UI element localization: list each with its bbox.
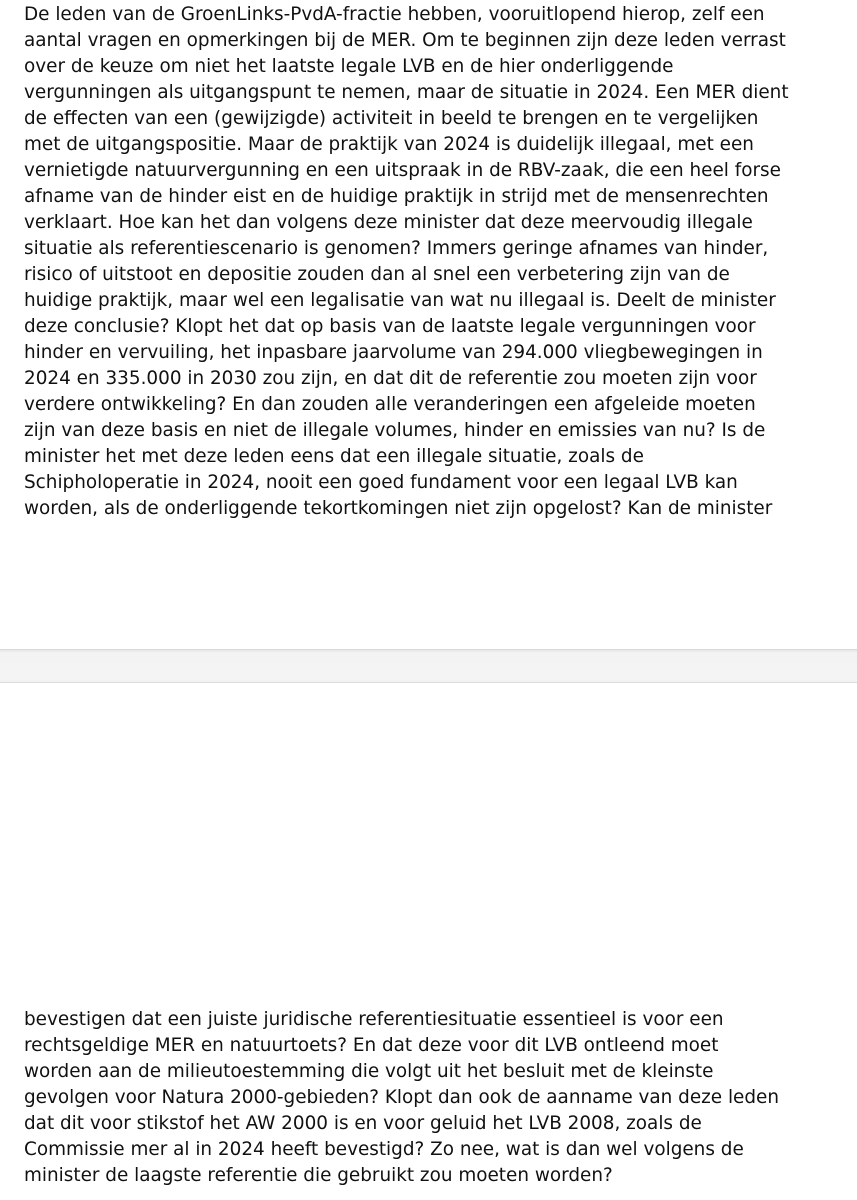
body-text-line: deze conclusie? Klopt het dat op basis van de laatste legale vergunningen voor (24, 316, 756, 337)
body-text-line: huidige praktijk, maar wel een legalisatie van wat nu illegaal is. Deelt de minister (24, 290, 776, 311)
body-text-line: situatie als referentiescenario is genomen? Immers geringe afnames van hinder, (24, 238, 769, 259)
body-text-line: De leden van de GroenLinks-PvdA-fractie hebben, vooruitlopend hierop, zelf een (24, 4, 765, 25)
body-text-line: minister het met deze leden eens dat een illegale situatie, zoals de (24, 446, 644, 467)
body-text-line: zijn van deze basis en niet de illegale volumes, hinder en emissies van nu? Is de (24, 420, 766, 441)
body-text-line: aantal vragen en opmerkingen bij de MER. Om te beginnen zijn deze leden verrast (24, 30, 786, 51)
page-separator (0, 649, 857, 683)
body-text-line: dat dit voor stikstof het AW 2000 is en voor geluid het LVB 2008, zoals de (24, 1113, 702, 1134)
body-text-line: hinder en vervuiling, het inpasbare jaarvolume van 294.000 vliegbewegingen in (24, 342, 763, 363)
body-text-line: de effecten van een (gewijzigde) activiteit in beeld te brengen en te vergelijken (24, 108, 759, 129)
body-text-line: Commissie mer al in 2024 heeft bevestigd? Zo nee, wat is dan wel volgens de (24, 1139, 744, 1160)
body-text-line: over de keuze om niet het laatste legale LVB en de hier onderliggende (24, 56, 674, 77)
body-text-line: minister de laagste referentie die gebruikt zou moeten worden? (24, 1165, 613, 1186)
body-text-line: vergunningen als uitgangspunt te nemen, maar de situatie in 2024. Een MER dient (24, 82, 789, 103)
body-text-line: verdere ontwikkeling? En dan zouden alle veranderingen een afgeleide moeten (24, 394, 756, 415)
body-text-line: 2024 en 335.000 in 2030 zou zijn, en dat dit de referentie zou moeten zijn voor (24, 368, 757, 389)
body-text-line: risico of uitstoot en depositie zouden dan al snel een verbetering zijn van de (24, 264, 730, 285)
body-text-line: afname van de hinder eist en de huidige praktijk in strijd met de mensenrechten (24, 186, 769, 207)
body-text-line: verklaart. Hoe kan het dan volgens deze minister dat deze meervoudig illegale (24, 212, 753, 233)
body-text-line: worden, als de onderliggende tekortkomingen niet zijn opgelost? Kan de minister (24, 498, 773, 519)
body-text-line: worden aan de milieutoestemming die volgt uit het besluit met de kleinste (24, 1061, 714, 1082)
body-text-line: Schipholoperatie in 2024, nooit een goed fundament voor een legaal LVB kan (24, 472, 738, 493)
document-page-bottom (0, 683, 857, 1200)
body-text-line: bevestigen dat een juiste juridische referentiesituatie essentieel is voor een (24, 1009, 724, 1030)
body-text-line: vernietigde natuurvergunning en een uitspraak in de RBV-zaak, die een heel forse (24, 160, 781, 181)
body-text-line: gevolgen voor Natura 2000-gebieden? Klopt dan ook de aanname van deze leden (24, 1087, 780, 1108)
body-text-line: met de uitgangspositie. Maar de praktijk van 2024 is duidelijk illegaal, met een (24, 134, 754, 155)
body-text-line: rechtsgeldige MER en natuurtoets? En dat deze voor dit LVB ontleend moet (24, 1035, 719, 1056)
